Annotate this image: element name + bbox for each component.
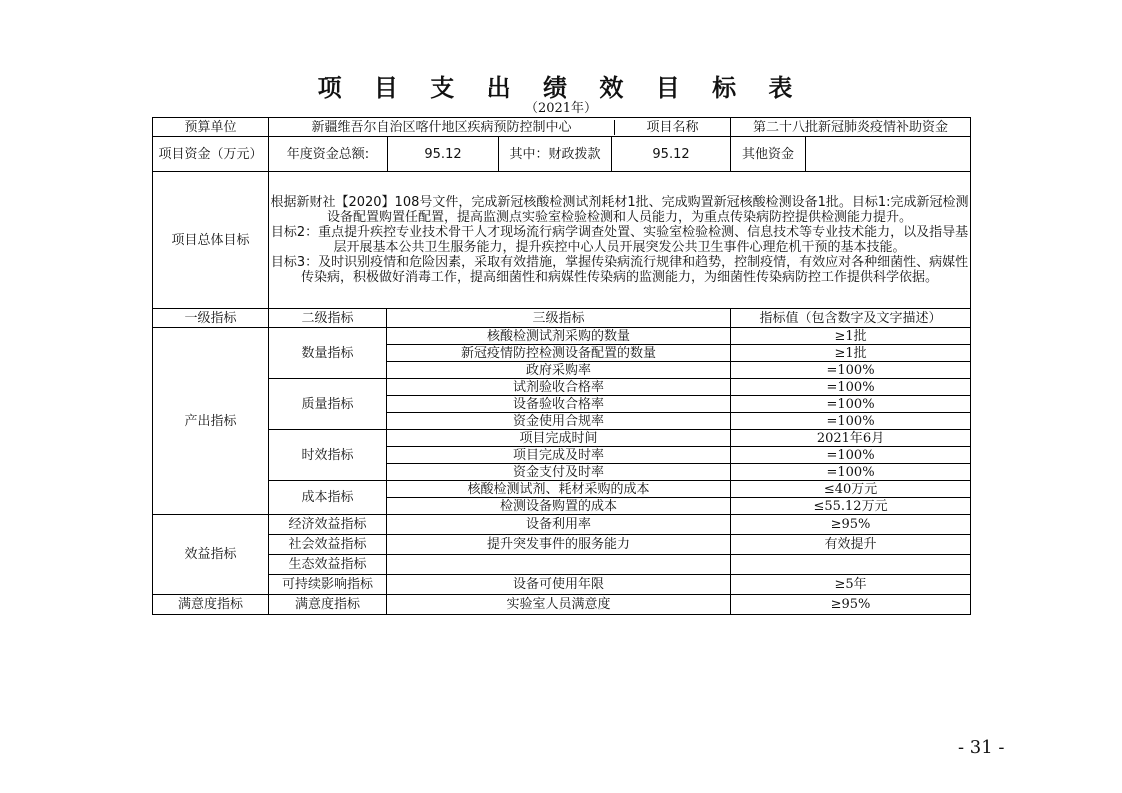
goal-paragraph-2: 目标2：重点提升疾控专业技术骨干人才现场流行病学调查处置、实验室检验检测、信息技术等专业技术能力，以及指导基层开展基本公共卫生服务能力，提升疾控中心人员开展突发公共卫生事件心理危机干预的基本技能。: [270, 225, 969, 255]
indicator-value: ≥1批: [731, 328, 971, 345]
ecological-benefit-label: 生态效益指标: [269, 555, 387, 575]
satisfaction-indicator-label: 满意度指标: [153, 595, 269, 615]
goal-paragraph-1: 根据新财社【2020】108号文件，完成新冠核酸检测试剂耗材1批、完成购置新冠核酸检测设备1批。目标1:完成新冠检测设备配置购置任配置，提高监测点实验室检验检测和人员能力，为重点传染病防控提供检测能力提升。: [270, 195, 969, 225]
indicator-name: 提升突发事件的服务能力: [387, 535, 731, 555]
indicator-name: 设备验收合格率: [387, 396, 731, 413]
indicator-name: 项目完成时间: [387, 430, 731, 447]
overall-goal-label: 项目总体目标: [153, 172, 269, 309]
col-value-header: 指标值（包含数字及文字描述）: [731, 309, 971, 328]
indicator-name: 新冠疫情防控检测设备配置的数量: [387, 345, 731, 362]
project-funds-label: 项目资金（万元）: [153, 137, 269, 172]
indicator-value: =100%: [731, 447, 971, 464]
indicator-name: 设备可使用年限: [387, 575, 731, 595]
fiscal-label: 其中：财政拨款: [499, 137, 612, 171]
indicator-name: 资金支付及时率: [387, 464, 731, 481]
page-number: - 31 -: [958, 737, 1005, 758]
indicator-value: 有效提升: [731, 535, 971, 555]
other-funds-value: [806, 137, 971, 171]
indicator-name: 试剂验收合格率: [387, 379, 731, 396]
sustainable-impact-label: 可持续影响指标: [269, 575, 387, 595]
indicator-value: ≥95%: [731, 595, 971, 615]
indicator-value: 2021年6月: [731, 430, 971, 447]
quality-indicator-label: 质量指标: [269, 379, 387, 430]
fiscal-value: 95.12: [612, 137, 731, 171]
economic-benefit-label: 经济效益指标: [269, 515, 387, 535]
budget-unit-value: 新疆维吾尔自治区喀什地区疾病预防控制中心: [311, 119, 572, 135]
indicator-name: 设备利用率: [387, 515, 731, 535]
indicator-value: ≥1批: [731, 345, 971, 362]
indicator-name: [387, 555, 731, 575]
indicator-value: =100%: [731, 464, 971, 481]
project-name-label: 项目名称: [615, 120, 731, 135]
output-indicator-label: 产出指标: [153, 328, 269, 515]
indicator-value: ≥95%: [731, 515, 971, 535]
indicator-value: =100%: [731, 362, 971, 379]
indicator-name: 资金使用合规率: [387, 413, 731, 430]
indicator-value: ≤55.12万元: [731, 498, 971, 515]
project-name-value: 第二十八批新冠肺炎疫情补助资金: [731, 118, 971, 137]
indicator-value: ≥5年: [731, 575, 971, 595]
cost-indicator-label: 成本指标: [269, 481, 387, 515]
col-level1-header: 一级指标: [153, 309, 269, 328]
col-level2-header: 二级指标: [269, 309, 387, 328]
annual-total-label: 年度资金总额:: [286, 146, 370, 162]
indicator-name: 核酸检测试剂采购的数量: [387, 328, 731, 345]
social-benefit-label: 社会效益指标: [269, 535, 387, 555]
indicator-name: 实验室人员满意度: [387, 595, 731, 615]
col-level3-header: 三级指标: [387, 309, 731, 328]
year-subtitle: （2021年）: [524, 101, 598, 116]
indicator-value: ≤40万元: [731, 481, 971, 498]
other-funds-label: 其他资金: [742, 146, 795, 162]
indicator-name: 核酸检测试剂、耗材采购的成本: [387, 481, 731, 498]
annual-total-value: 95.12: [388, 137, 499, 171]
budget-unit-label: 预算单位: [153, 118, 269, 137]
indicator-name: 检测设备购置的成本: [387, 498, 731, 515]
goal-paragraph-3: 目标3：及时识别疫情和危险因素，采取有效措施，掌握传染病流行规律和趋势，控制疫情，有效应对各种细菌性、病媒性传染病，积极做好消毒工作，提高细菌性和病媒性传染病的监测能力，为细菌性传染病防控工作提供科学依据。: [270, 255, 969, 285]
quantity-indicator-label: 数量指标: [269, 328, 387, 379]
benefit-indicator-label: 效益指标: [153, 515, 269, 595]
indicator-value: =100%: [731, 413, 971, 430]
timeliness-indicator-label: 时效指标: [269, 430, 387, 481]
indicator-name: 政府采购率: [387, 362, 731, 379]
indicator-value: =100%: [731, 396, 971, 413]
indicator-name: 项目完成及时率: [387, 447, 731, 464]
indicator-value: =100%: [731, 379, 971, 396]
performance-target-table: [152, 117, 971, 615]
page-title: 项 目 支 出 绩 效 目 标 表: [317, 73, 805, 102]
indicator-value: [731, 555, 971, 575]
overall-goal-text: [269, 172, 971, 309]
satisfaction-sub-label: 满意度指标: [269, 595, 387, 615]
